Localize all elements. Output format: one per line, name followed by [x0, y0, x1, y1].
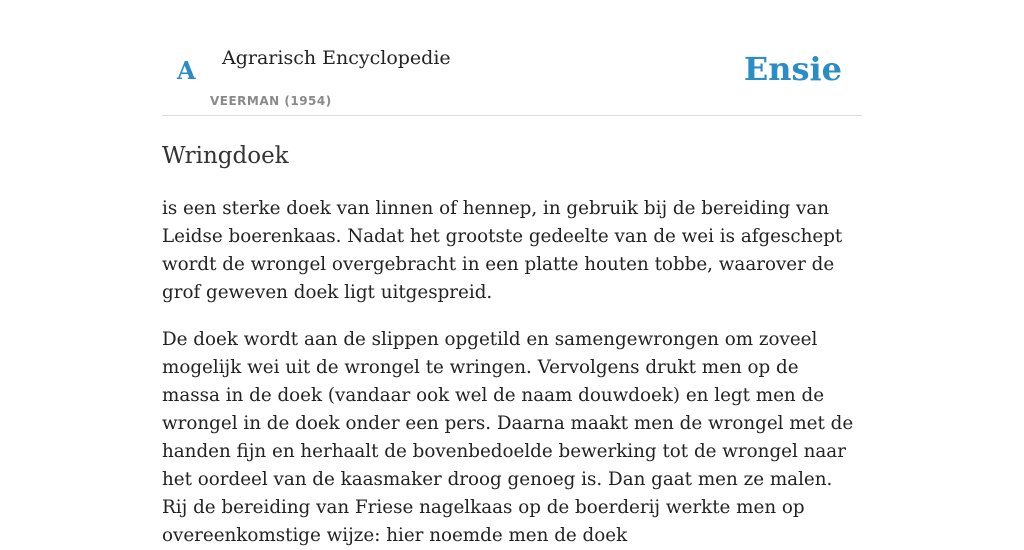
entry-header — [162, 0, 862, 116]
entry-paragraph: is een sterke doek van linnen of hennep, in gebruik bij de bereiding van Leidse boerenkaas. Nadat het grootste gedeelte van de wei is afgeschept wordt de wrongel overgebracht in een platte houten tobbe, waarover de grof geweven doek ligt uitgespreid. — [162, 198, 843, 303]
ensie-logo-link[interactable]: Ensie — [743, 50, 842, 88]
book-logo[interactable]: A — [177, 56, 196, 85]
page — [162, 0, 862, 546]
book-author-year: VEERMAN (1954) — [210, 94, 332, 108]
page-title: Wringdoek — [162, 143, 289, 169]
entry-paragraph: De doek wordt aan de slippen opgetild en samengewrongen om zoveel mogelijk wei uit de wrongel te wringen. Vervolgens drukt men op de massa in de doek (vandaar ook wel de naam douwdoek) en legt men de wrongel in de doek onder een pers. Daarna maakt men de wrongel met de handen fijn en herhaalt de bovenbedoelde bewerking tot de wrongel naar het oordeel van de kaasmaker droog genoeg is. Dan gaat men ze malen. Rij de bereiding van Friese nagelkaas op de boerderij werkte men op overeenkomstige wijze: hier noemde men de doek — [162, 329, 854, 546]
book-title-link[interactable]: Agrarisch Encyclopedie — [222, 47, 451, 69]
